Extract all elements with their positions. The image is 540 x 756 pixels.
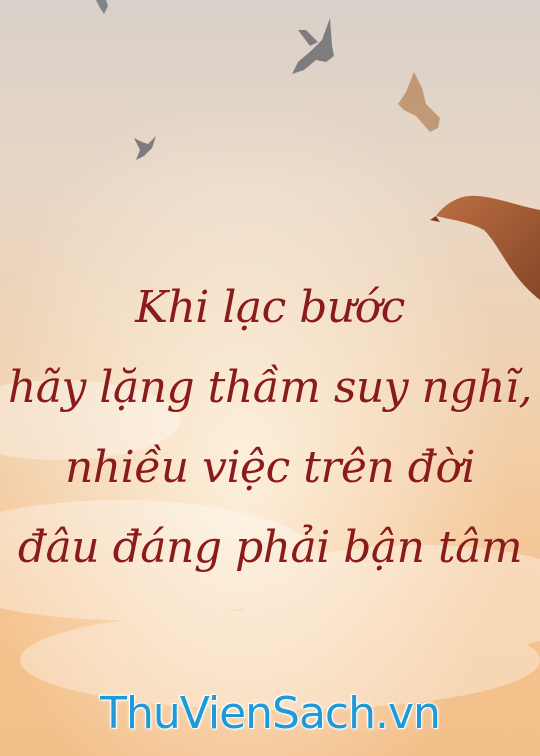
site-watermark: ThuVienSach.vn — [100, 688, 440, 739]
quote-line-1: Khi lạc bước — [135, 282, 405, 333]
quote-line-4: đâu đáng phải bận tâm — [17, 522, 523, 573]
quote-line-2: hãy lặng thầm suy nghĩ, — [7, 362, 533, 413]
quote-text — [0, 268, 540, 588]
quote-line-3: nhiều việc trên đời — [64, 442, 476, 493]
